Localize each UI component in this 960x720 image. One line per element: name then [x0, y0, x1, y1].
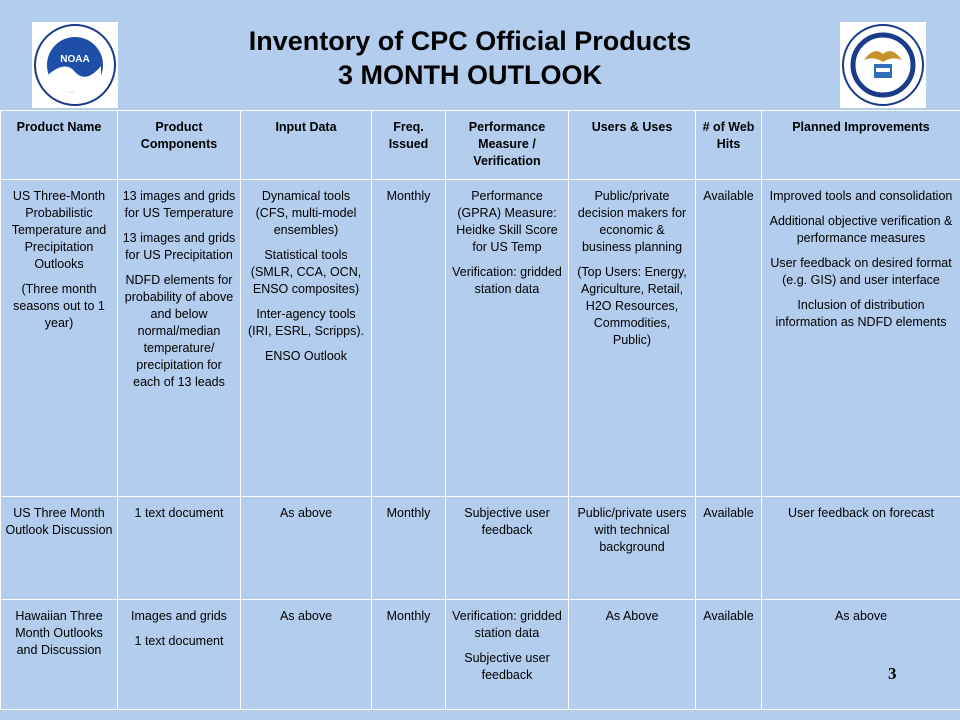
cell-web-hits: Available: [696, 497, 762, 599]
table-row: [1, 180, 960, 497]
slide-header: [0, 0, 960, 110]
cell-improvements: User feedback on forecast: [762, 497, 960, 599]
noaa-logo-text: NOAA: [60, 54, 90, 65]
header-users-uses: Users & Uses: [569, 111, 696, 180]
header-input-data: Input Data: [241, 111, 372, 180]
table-header-row: [1, 111, 960, 180]
header-web-hits: # of Web Hits: [696, 111, 762, 180]
cell-product-name: US Three-Month Probabilistic Temperature and Precipitation Outlooks (Three month seasons out to 1 year): [1, 180, 118, 497]
cell-components: 1 text document: [118, 497, 241, 599]
cell-users: Public/private users with technical background: [569, 497, 696, 599]
table-row: [1, 497, 960, 599]
cell-product-name: US Three Month Outlook Discussion: [1, 497, 118, 599]
table-row: [1, 599, 960, 709]
cell-freq: Monthly: [372, 497, 446, 599]
cell-freq: Monthly: [372, 180, 446, 497]
cell-input-data: As above: [241, 497, 372, 599]
cell-input-data: Dynamical tools (CFS, multi-model ensembles) Statistical tools (SMLR, CCA, OCN, ENSO composites) Inter-agency tools (IRI, ESRL, Scripps). ENSO Outlook: [241, 180, 372, 497]
cell-web-hits: Available: [696, 180, 762, 497]
product-inventory-table: [0, 110, 960, 710]
title-line-2: 3 MONTH OUTLOOK: [338, 60, 602, 90]
header-freq-issued: Freq. Issued: [372, 111, 446, 180]
cell-performance: Subjective user feedback: [446, 497, 569, 599]
cell-improvements: Improved tools and consolidation Additional objective verification & performance measures User feedback on desired format (e.g. GIS) and user interface Inclusion of distribution information as NDFD elements: [762, 180, 960, 497]
cell-users: Public/private decision makers for economic & business planning (Top Users: Energy, Agriculture, Retail, H2O Resources, Commodities, Public): [569, 180, 696, 497]
cell-components: 13 images and grids for US Temperature 13 images and grids for US Precipitation NDFD elements for probability of above and below normal/median temperature/ precipitation for each of 13 leads: [118, 180, 241, 497]
page-title: [150, 24, 790, 92]
cell-performance: Performance (GPRA) Measure: Heidke Skill Score for US Temp Verification: gridded station data: [446, 180, 569, 497]
commerce-seal-logo: [840, 22, 926, 108]
cell-improvements: As above: [762, 599, 960, 709]
cell-components: Images and grids 1 text document: [118, 599, 241, 709]
page-number: 3: [888, 664, 897, 683]
cell-users: As Above: [569, 599, 696, 709]
header-product-components: Product Components: [118, 111, 241, 180]
title-line-1: Inventory of CPC Official Products: [248, 26, 692, 56]
header-performance-measure: Performance Measure / Verification: [446, 111, 569, 180]
header-product-name: Product Name: [1, 111, 118, 180]
cell-performance: Verification: gridded station data Subjective user feedback: [446, 599, 569, 709]
header-planned-improvements: Planned Improvements: [762, 111, 960, 180]
cell-freq: Monthly: [372, 599, 446, 709]
cell-web-hits: Available: [696, 599, 762, 709]
cell-input-data: As above: [241, 599, 372, 709]
noaa-logo: [32, 22, 118, 108]
cell-product-name: Hawaiian Three Month Outlooks and Discussion: [1, 599, 118, 709]
